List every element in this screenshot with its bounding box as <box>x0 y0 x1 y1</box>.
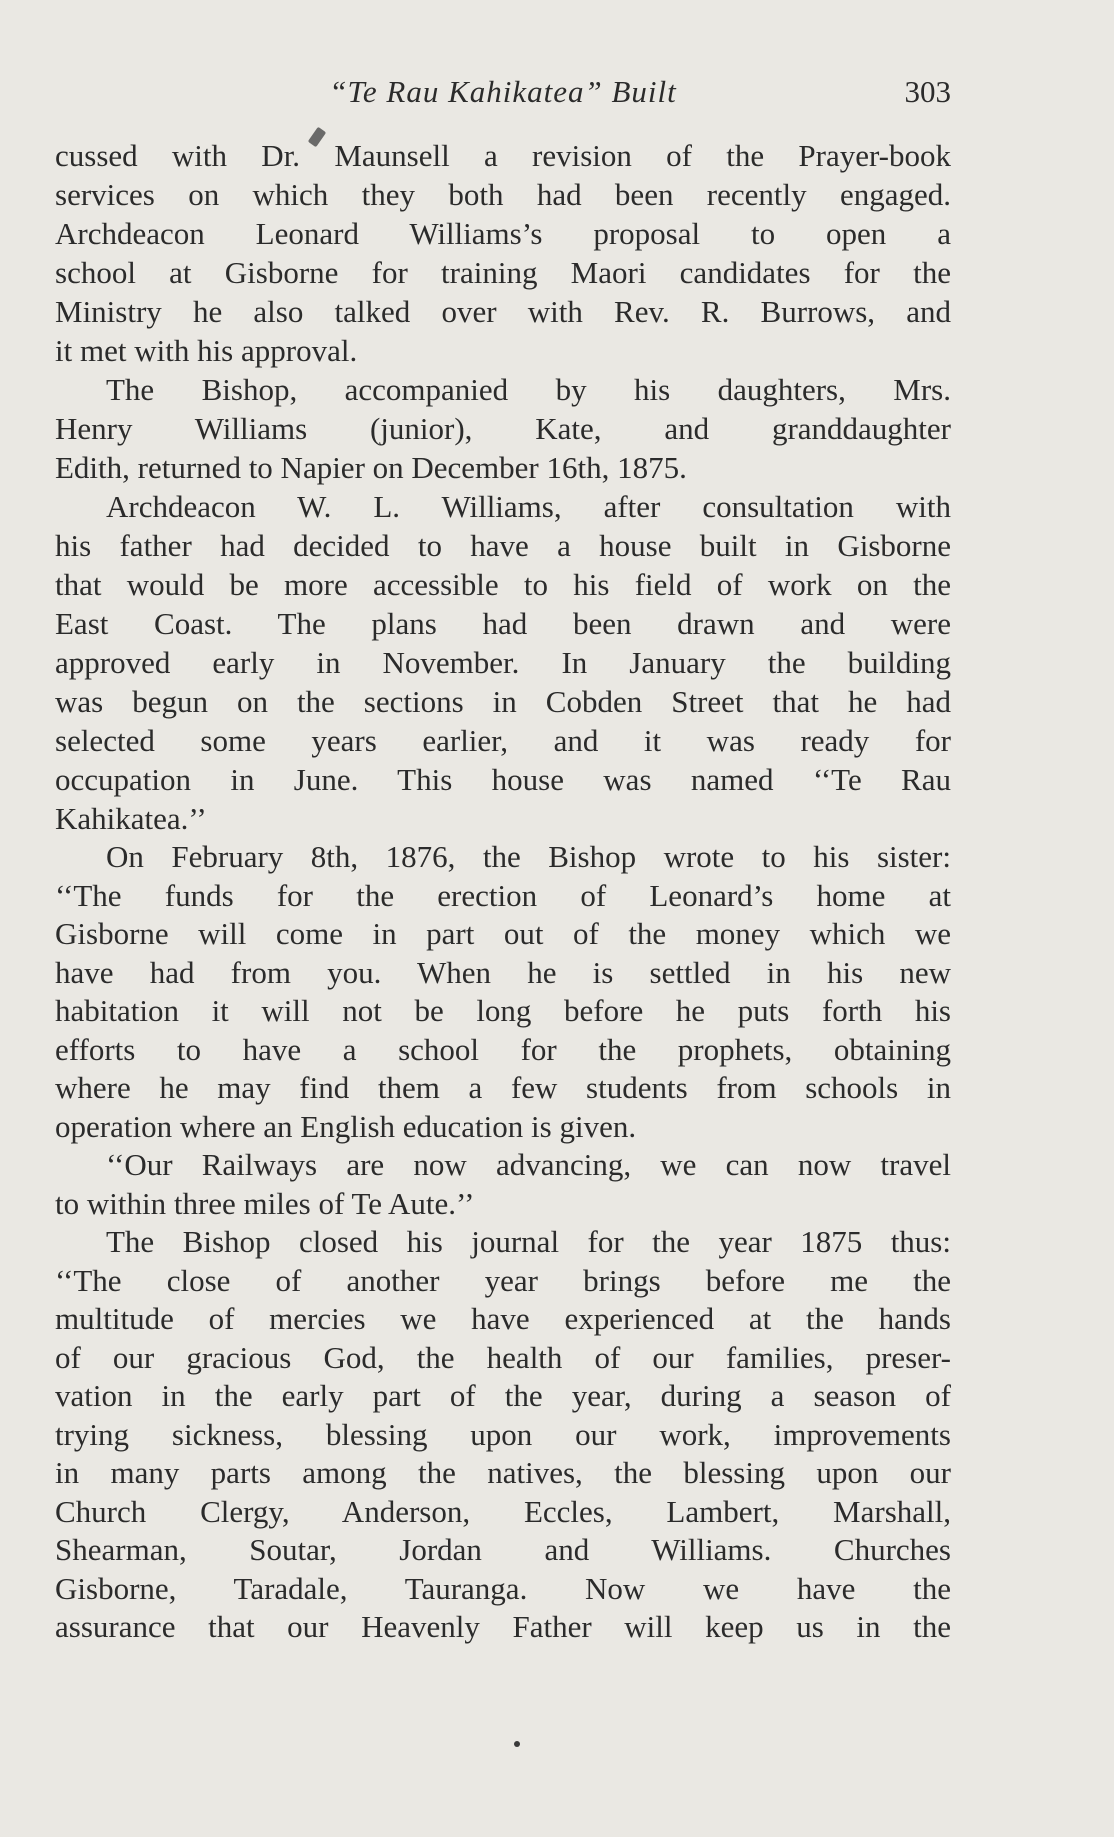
text-line: in many parts among the natives, the blessing upon our <box>55 1455 951 1490</box>
running-title: “Te Rau Kahikatea” Built <box>329 74 677 109</box>
text-line: Ministry he also talked over with Rev. R. Burrows, and <box>55 294 951 329</box>
text-line: assurance that our Heavenly Father will keep us in the <box>55 1609 951 1644</box>
text-line: cussed with Dr. Maunsell a revision of the Prayer-book <box>55 138 951 173</box>
text-line: ‘‘Our Railways are now advancing, we can now travel <box>106 1147 951 1182</box>
body-text <box>55 136 951 1647</box>
text-line: was begun on the sections in Cobden Street that he had <box>55 684 951 719</box>
text-line: school at Gisborne for training Maori candidates for the <box>55 255 951 290</box>
running-header <box>55 74 951 118</box>
text-line: services on which they both had been recently engaged. <box>55 177 951 212</box>
text-line: ‘‘The close of another year brings before me the <box>55 1262 951 1298</box>
text-line: East Coast. The plans had been drawn and were <box>55 606 951 641</box>
text-line: vation in the early part of the year, during a season of <box>55 1378 951 1413</box>
text-line: of our gracious God, the health of our families, preser- <box>55 1339 951 1375</box>
text-line: Church Clergy, Anderson, Eccles, Lambert, Marshall, <box>55 1493 951 1529</box>
ink-dot-mark <box>514 1741 520 1747</box>
text-line: Archdeacon W. L. Williams, after consultation with <box>106 489 951 524</box>
page-number: 303 <box>904 74 951 109</box>
text-line: his father had decided to have a house built in Gisborne <box>55 528 951 563</box>
text-line: have had from you. When he is settled in his new <box>55 954 951 990</box>
text-line: trying sickness, blessing upon our work, improvements <box>55 1416 951 1452</box>
text-line: occupation in June. This house was named ‘‘Te Rau <box>55 762 951 797</box>
text-line: Shearman, Soutar, Jordan and Williams. Churches <box>55 1532 951 1567</box>
text-line: Gisborne will come in part out of the money which we <box>55 916 951 951</box>
text-line: approved early in November. In January the building <box>55 645 951 680</box>
text-line: where he may find them a few students from schools in <box>55 1070 951 1105</box>
text-line: Gisborne, Taradale, Tauranga. Now we have the <box>55 1570 951 1606</box>
text-line: that would be more accessible to his field of work on the <box>55 567 951 602</box>
text-line: multitude of mercies we have experienced at the hands <box>55 1301 951 1336</box>
text-line: selected some years earlier, and it was ready for <box>55 723 951 758</box>
text-line: On February 8th, 1876, the Bishop wrote to his sister: <box>106 839 951 874</box>
text-line: efforts to have a school for the prophets, obtaining <box>55 1031 951 1067</box>
text-line: Kahikatea.’’ <box>55 801 207 836</box>
text-line: it met with his approval. <box>55 333 358 368</box>
text-line: to within three miles of Te Aute.’’ <box>55 1185 475 1221</box>
text-line: Henry Williams (junior), Kate, and granddaughter <box>55 411 951 446</box>
text-line: The Bishop, accompanied by his daughters, Mrs. <box>106 372 951 407</box>
text-line: operation where an English education is given. <box>55 1108 637 1144</box>
text-line: The Bishop closed his journal for the year 1875 thus: <box>106 1224 951 1259</box>
text-line: habitation it will not be long before he puts forth his <box>55 993 951 1028</box>
text-line: Edith, returned to Napier on December 16th, 1875. <box>55 450 687 485</box>
text-line: ‘‘The funds for the erection of Leonard’s home at <box>55 877 951 913</box>
text-line: Archdeacon Leonard Williams’s proposal to open a <box>55 216 951 251</box>
